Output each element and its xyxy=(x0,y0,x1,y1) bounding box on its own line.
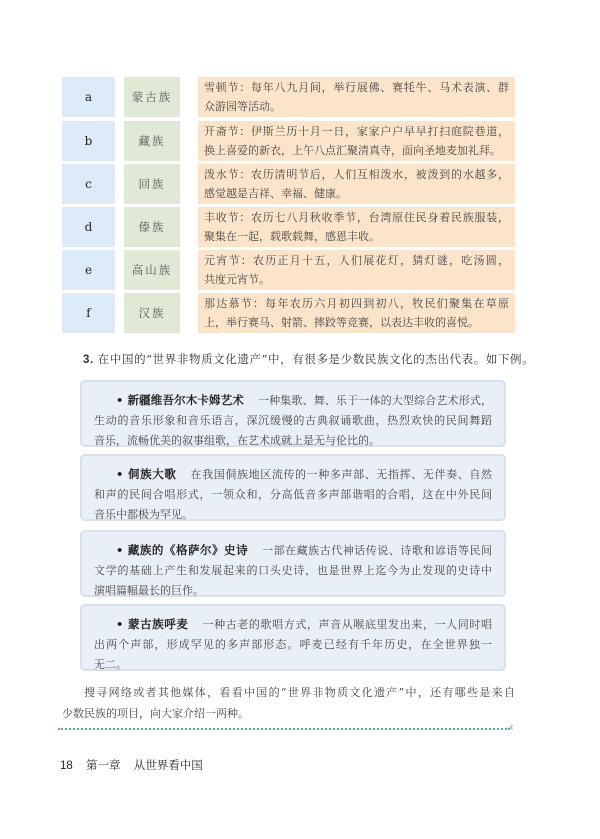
description-line: 雪顿节：每年八九月间，举行展佛、赛牦牛、马术表演、群 xyxy=(204,81,509,94)
ethnic-group: 傣族 xyxy=(124,207,180,247)
festival-description xyxy=(198,293,515,333)
example-text: 在我国侗族地区流传的一种多声部、无指挥、无伴奏、自然 xyxy=(190,468,493,481)
festival-description xyxy=(198,77,515,117)
description-line: 感觉越是吉祥、幸福、健康。 xyxy=(204,187,347,200)
question-number: 3. xyxy=(83,354,94,366)
table-row xyxy=(62,164,515,204)
description-line: 共度元宵节。 xyxy=(204,273,270,286)
description-line: 聚集在一起，载歌载舞，感恩丰收。 xyxy=(204,230,380,243)
ethnic-group: 回族 xyxy=(124,164,180,204)
ethnic-group: 汉族 xyxy=(124,293,180,333)
example-line xyxy=(94,614,492,635)
description-line: 换上喜爱的新衣，上午八点汇聚清真寺，面向圣地麦加礼拜。 xyxy=(204,144,501,157)
example-line: 无二。 xyxy=(94,658,127,671)
heritage-example-box xyxy=(80,380,506,447)
festival-description xyxy=(198,121,515,161)
description-line: 开斋节：伊斯兰历十月一日，家家户户早早打扫庭院巷道， xyxy=(204,125,509,138)
example-text: 一部在藏族古代神话传说、诗歌和谚语等民间 xyxy=(262,544,492,557)
description-line: 那达慕节：每年农历六月初四到初八，牧民们聚集在草原 xyxy=(204,297,509,310)
example-line xyxy=(94,390,492,411)
description-line: 丰收节：农历七八月秋收季节，台湾原住民身着民族服装， xyxy=(204,211,509,224)
chapter-label: 第一章 xyxy=(86,760,121,772)
row-letter: e xyxy=(62,250,115,290)
example-text: 一种古老的歌唱方式，声音从喉底里发出来，一人同时唱 xyxy=(202,618,492,631)
page-footer xyxy=(60,757,213,773)
heritage-example-box xyxy=(80,530,506,597)
description-line: 众游园等活动。 xyxy=(204,100,281,113)
description-line: 元宵节：农历正月十五，人们展花灯，猜灯谜，吃汤圆， xyxy=(204,254,509,267)
example-line: 音乐中都极为罕见。 xyxy=(94,508,193,521)
festival-description xyxy=(198,250,515,290)
example-title: • 藏族的《格萨尔》史诗 xyxy=(116,543,249,557)
heritage-example-box xyxy=(80,454,506,521)
row-letter: b xyxy=(62,121,115,161)
question-3 xyxy=(83,351,534,367)
description-line: 上，举行赛马、射箭、摔跤等竞赛，以表达丰收的喜悦。 xyxy=(204,316,479,329)
example-line: 演唱篇幅最长的巨作。 xyxy=(94,584,204,597)
ethnic-group: 高山族 xyxy=(124,250,180,290)
divider-arrow-icon: ‹ xyxy=(509,720,514,734)
example-line: 文学的基础上产生和发展起来的口头史诗，也是世界上迄今为止发现的史诗中 xyxy=(94,564,492,577)
festival-description xyxy=(198,164,515,204)
example-title: • 蒙古族呼麦 xyxy=(116,617,189,631)
example-line xyxy=(94,540,492,561)
row-letter: d xyxy=(62,207,115,247)
question-text: 在中国的“世界非物质文化遗产”中，有很多是少数民族文化的杰出代表。如下例。 xyxy=(97,352,535,366)
table-row xyxy=(62,293,515,333)
example-line: 和声的民间合唱形式，一领众和，分高低音多声部谐唱的合唱，这在中外民间 xyxy=(94,488,492,501)
heritage-example-box xyxy=(80,604,506,671)
row-letter: a xyxy=(62,77,115,117)
example-line: 音乐，流畅优美的叙事组歌，在艺术成就上是无与伦比的。 xyxy=(94,434,380,447)
table-row xyxy=(62,121,515,161)
page-number: 18 xyxy=(60,760,73,772)
description-line: 泼水节：农历清明节后，人们互相泼水，被泼到的水越多， xyxy=(204,168,509,181)
table-row xyxy=(62,77,515,117)
chapter-title: 从世界看中国 xyxy=(133,760,203,772)
example-line: 出两个声部，形成罕见的多声部形态。呼麦已经有千年历史，在全世界独一 xyxy=(94,638,492,651)
example-line xyxy=(94,464,492,485)
ethnic-group: 蒙古族 xyxy=(124,77,180,117)
example-text: 一种集歌、舞、乐于一体的大型综合艺术形式， xyxy=(258,394,492,407)
row-letter: f xyxy=(62,293,115,333)
activity-line: 少数民族的项目，向大家介绍一两种。 xyxy=(62,707,249,720)
festival-description xyxy=(198,207,515,247)
table-row xyxy=(62,207,515,247)
row-letter: c xyxy=(62,164,115,204)
activity-line: 搜寻网络或者其他媒体，看看中国的“世界非物质文化遗产”中，还有哪些是来自 xyxy=(84,686,515,699)
example-line: 生动的音乐形象和音乐语言，深沉缓慢的古典叙诵歌曲，热烈欢快的民间舞蹈 xyxy=(94,414,492,427)
example-title: • 侗族大歌 xyxy=(116,467,177,481)
table-row xyxy=(62,250,515,290)
dotted-divider xyxy=(58,728,510,730)
example-title: • 新疆维吾尔木卡姆艺术 xyxy=(116,393,244,407)
activity-paragraph xyxy=(62,682,515,724)
ethnic-group: 藏族 xyxy=(124,121,180,161)
